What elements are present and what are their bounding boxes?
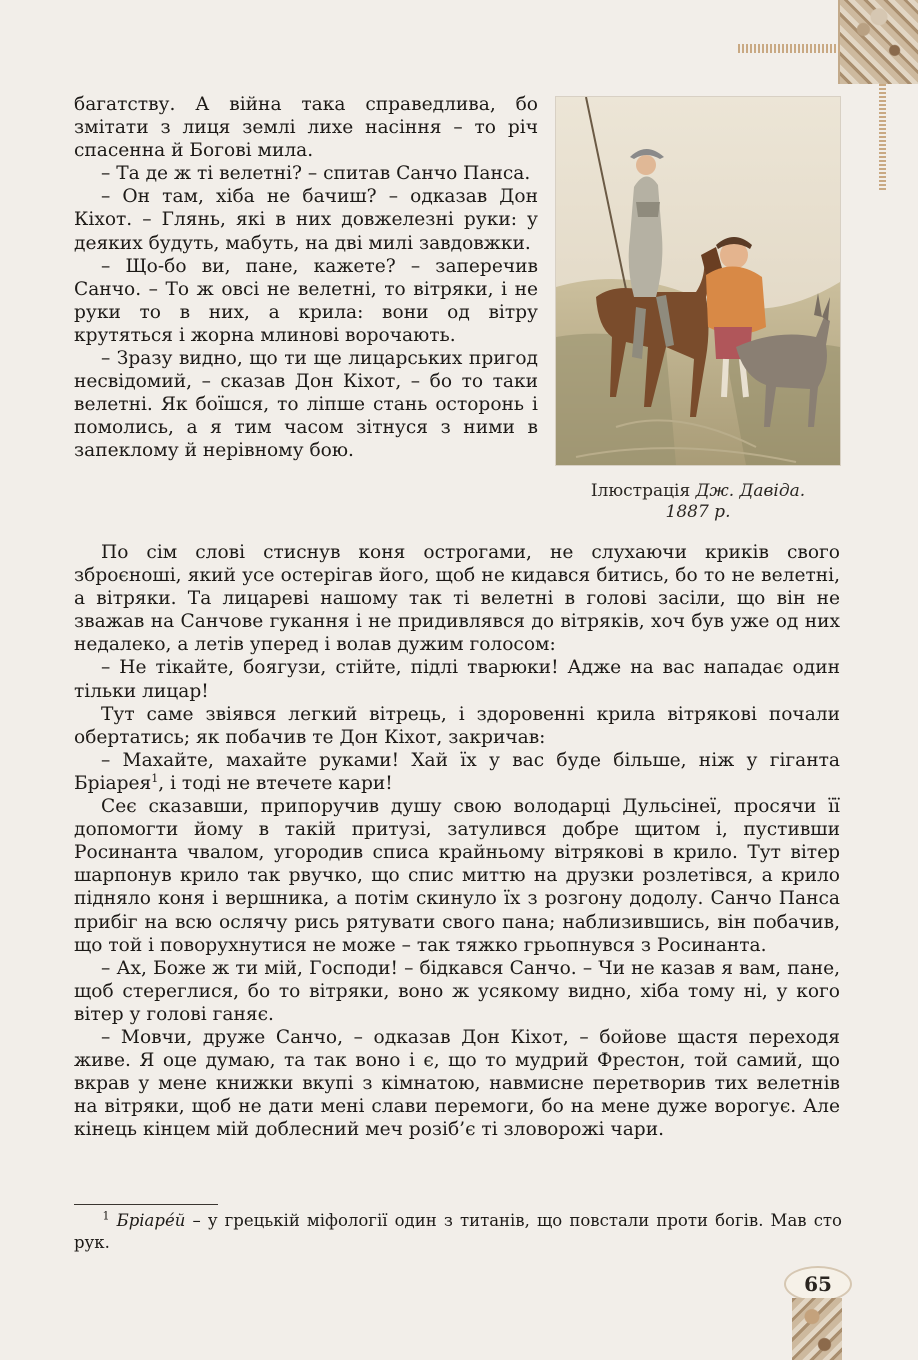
caption-author: Дж. Давіда. [695,481,806,501]
illustration-caption [560,481,836,523]
footnote-number: 1 [102,1209,110,1223]
wide-text-column [74,541,840,1141]
decorative-dotted-line-horizontal [738,44,842,53]
paragraph: – Та де ж ті велетні? – спитав Санчо Панса. [101,163,531,185]
footnote-reference[interactable]: 1 [151,771,159,785]
paragraph: – Он там, хіба не бачиш? – одказав Дон Кіхот. – Глянь, які в них довжелезні руки: у деяких будуть, мабуть, на дві милі завдовжки. [74,186,538,254]
page-number: 65 [784,1266,852,1302]
bottom-ornament [792,1298,842,1360]
footnote-term: Бріаре́й [116,1211,186,1230]
caption-year: 1887 р. [665,502,731,522]
decorative-dotted-line-vertical [879,84,886,190]
paragraph: – Зразу видно, що ти ще лицарських пригод несвідомий, – сказав Дон Кіхот, – бо то таки велетні. Як боїшся, то ліпше стань осторонь і помолись, а я тим часом зітнуся з ними в запеклому й нерівному бою. [74,348,538,462]
footnote-divider [74,1204,218,1205]
paragraph: – Мовчи, друже Санчо, – одказав Дон Кіхот, – бойове щастя переходя живе. Я оце думаю, та так воно і є, що то мудрий Фрестон, той самий, що вкрав у мене книжки вкупі з кімнатою, навмисне перетворив тих велетнів на вітряки, щоб не дати мені слави перемоги, бо на мене дуже ворогує. Але кінець кінцем мій доблесний меч розіб’є ті зловорожі чари. [74,1026,840,1141]
narrow-text-column [74,93,538,463]
don-quixote-illustration [555,96,841,466]
footnote [74,1210,842,1254]
paragraph: – Що-бо ви, пане, кажете? – заперечив Санчо. – То ж овсі не велетні, то вітряки, і не руки то в них, а крила: вони од вітру крутяться і жорна млинові ворочають. [74,255,538,346]
paragraph: По сім слові стиснув коня острогами, не слухаючи криків свого зброєноші, який усе остерігав його, щоб не кидався битись, бо то не велетні, а вітряки. Та лицареві нашому так ті велетні в голові засіли, що він не зважав на Санчове гукання і не придивлявся до вітряків, хоч був уже од них недалеко, а летів уперед і волав дужим голосом: [74,542,840,656]
paragraph: багатству. А війна така справедлива, бо змітати з лиця землі лихе насіння – то річ спасенна й Богові мила. [74,94,538,162]
paragraph [74,749,840,795]
paragraph: – Не тікайте, боягузи, стійте, підлі тварюки! Адже на вас нападає один тільки лицар! [74,657,840,702]
caption-prefix: Ілюстрація [590,481,696,501]
paragraph: – Ах, Боже ж ти мій, Господи! – бідкався Санчо. – Чи не казав я вам, пане, щоб стереглися, бо то вітряки, воно ж усякому видно, хіба тому ні, у кого вітер у голові ганяє. [74,957,840,1025]
footnote-text: – у грецькій міфології один з титанів, що повстали проти богів. Мав сто рук. [74,1211,842,1252]
corner-ornament [838,0,918,84]
paragraph: Сеє сказавши, припоручив душу свою володарці Дульсінеї, просячи її допомогти йому в такій притузі, затулився добре щитом і, пустивши Росинанта чвалом, угородив списа крайньому вітрякові в крило. Тут вітер шарпонув крило так рвучко, що спис миттю на друзки розлетівся, а крило підняло коня і вершника, а потім скинуло їх з розгону додолу. Санчо Панса прибіг на всю ослячу рись рятувати свого пана; наблизившись, він побачив, що той і поворухнутися не може – так тяжко грьопнувся з Росинанта. [74,796,840,956]
paragraph-text: , і тоді не втечете кари! [158,772,393,794]
paragraph-text: – Махайте, махайте руками! Хай їх у вас буде більше, ніж у гіганта Бріарея [74,749,840,794]
paragraph: Тут саме звіявся легкий вітрець, і здоровенні крила вітрякові почали обертатись; як побачив те Дон Кіхот, закричав: [74,703,840,748]
